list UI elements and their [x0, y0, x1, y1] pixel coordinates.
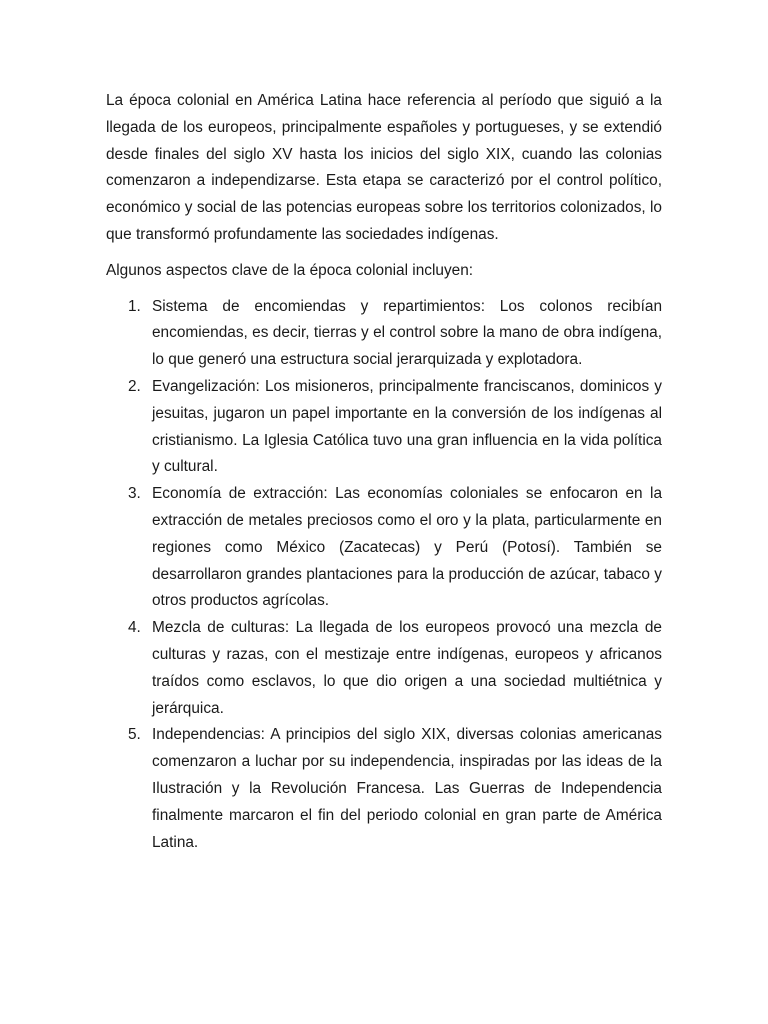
list-item [106, 722, 662, 856]
list-item-number: 1. [128, 297, 141, 315]
list-item-text: Sistema de encomiendas y repartimientos: Los colonos recibían encomiendas, es decir, tierras y el control sobre la mano de obra indígena, lo que generó una estructura social jerarquizada y explotadora. [152, 297, 662, 369]
list-item [106, 481, 662, 615]
list-item-number: 5. [128, 726, 141, 744]
key-aspects-list [106, 294, 662, 857]
list-item-text: Mezcla de culturas: La llegada de los europeos provocó una mezcla de culturas y razas, con el mestizaje entre indígenas, europeos y africanos traídos como esclavos, lo que dio origen a una sociedad multiétnica y jerárquica. [152, 619, 662, 717]
list-item-number: 3. [128, 485, 141, 503]
list-item [106, 374, 662, 481]
list-item [106, 294, 662, 374]
document-page [106, 88, 662, 856]
list-item-text: Evangelización: Los misioneros, principalmente franciscanos, dominicos y jesuitas, jugaron un papel importante en la conversión de los indígenas al cristianismo. La Iglesia Católica tuvo una gran influencia en la vida política y cultural. [152, 377, 662, 476]
list-intro-paragraph: Algunos aspectos clave de la época colonial incluyen: [106, 261, 474, 279]
intro-paragraph: La época colonial en América Latina hace referencia al período que siguió a la llegada de los europeos, principalmente españoles y portugueses, y se extendió desde finales del siglo XV hasta los inicios del siglo XIX, cuando las colonias comenzaron a independizarse. Esta etapa se caracterizó por el control político, económico y social de las potencias europeas sobre los territorios colonizados, lo que transformó profundamente las sociedades indígenas. [106, 92, 662, 243]
list-item-text: Independencias: A principios del siglo XIX, diversas colonias americanas comenzaron a luchar por su independencia, inspiradas por las ideas de la Ilustración y la Revolución Francesa. Las Guerras de Independencia finalmente marcaron el fin del periodo colonial en gran parte de América Latina. [152, 726, 662, 851]
list-item-number: 2. [128, 377, 141, 395]
list-item [106, 615, 662, 722]
list-item-text: Economía de extracción: Las economías coloniales se enfocaron en la extracción de metales preciosos como el oro y la plata, particularmente en regiones como México (Zacatecas) y Perú (Potosí). También se desarrollaron grandes plantaciones para la producción de azúcar, tabaco y otros productos agrícolas. [152, 485, 662, 610]
list-item-number: 4. [128, 619, 141, 637]
